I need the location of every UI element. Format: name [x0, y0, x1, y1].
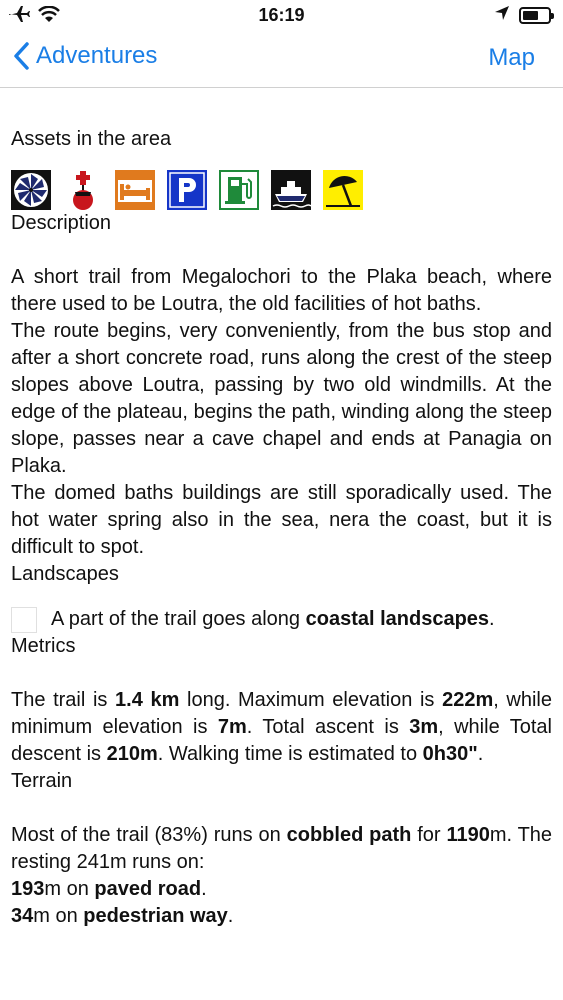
map-button[interactable]: Map: [488, 44, 535, 71]
terrain-heading: Terrain: [11, 770, 73, 792]
church-icon[interactable]: [63, 170, 103, 210]
ferry-icon[interactable]: [271, 170, 311, 210]
terrain-row: 34m on pedestrian way.: [11, 905, 234, 927]
navigation-bar: [0, 34, 563, 88]
landscapes-heading: Landscapes: [11, 563, 119, 585]
description-paragraph-2: The route begins, very conveniently, from the bus stop and after a short concrete road, runs along the crest of the steep slopes above Loutra, passing by two old windmills. At the edge of the plateau, begins the path, winding along the steep slope, passes near a cave chapel and ends at Panagia on Plaka.: [11, 320, 552, 477]
terrain-paragraph: Most of the trail (83%) runs on cobbled path for 1190m. The resting 241m runs on:: [11, 824, 553, 873]
description-paragraph-1: A short trail from Megalochori to the Plaka beach, where there used to be Loutra, the old facilities of hot baths.: [11, 266, 552, 315]
lodging-icon[interactable]: [115, 170, 155, 210]
landscape-checkbox[interactable]: [11, 607, 37, 633]
chevron-left-icon: [14, 42, 30, 70]
fuel-station-icon[interactable]: [219, 170, 259, 210]
back-button[interactable]: [14, 42, 157, 70]
status-time: 16:19: [258, 5, 305, 25]
description-heading: Description: [11, 212, 112, 234]
terrain-row: 193m on paved road.: [11, 878, 207, 900]
location-arrow-icon: [495, 6, 509, 25]
content: [11, 88, 552, 930]
status-right: [495, 6, 551, 25]
asset-icons: [11, 170, 552, 210]
landscape-text: A part of the trail goes along coastal landscapes.: [51, 608, 495, 630]
landscape-row: [11, 606, 552, 633]
beach-icon[interactable]: [323, 170, 363, 210]
status-bar: [0, 0, 563, 34]
windmill-icon[interactable]: [11, 170, 51, 210]
assets-heading: Assets in the area: [11, 128, 172, 150]
description-paragraph-3: The domed baths buildings are still sporadically used. The hot water spring also in the sea, nera the coast, but it is difficult to spot.: [11, 482, 552, 558]
metrics-heading: Metrics: [11, 635, 76, 657]
battery-icon: [519, 7, 551, 24]
metrics-paragraph: The trail is 1.4 km long. Maximum elevation is 222m, while minimum elevation is 7m. Total ascent is 3m, while Total descent is 210m. Walking time is estimated to 0h30".: [11, 689, 552, 765]
back-button-label: Adventures: [36, 42, 158, 69]
parking-icon[interactable]: [167, 170, 207, 210]
